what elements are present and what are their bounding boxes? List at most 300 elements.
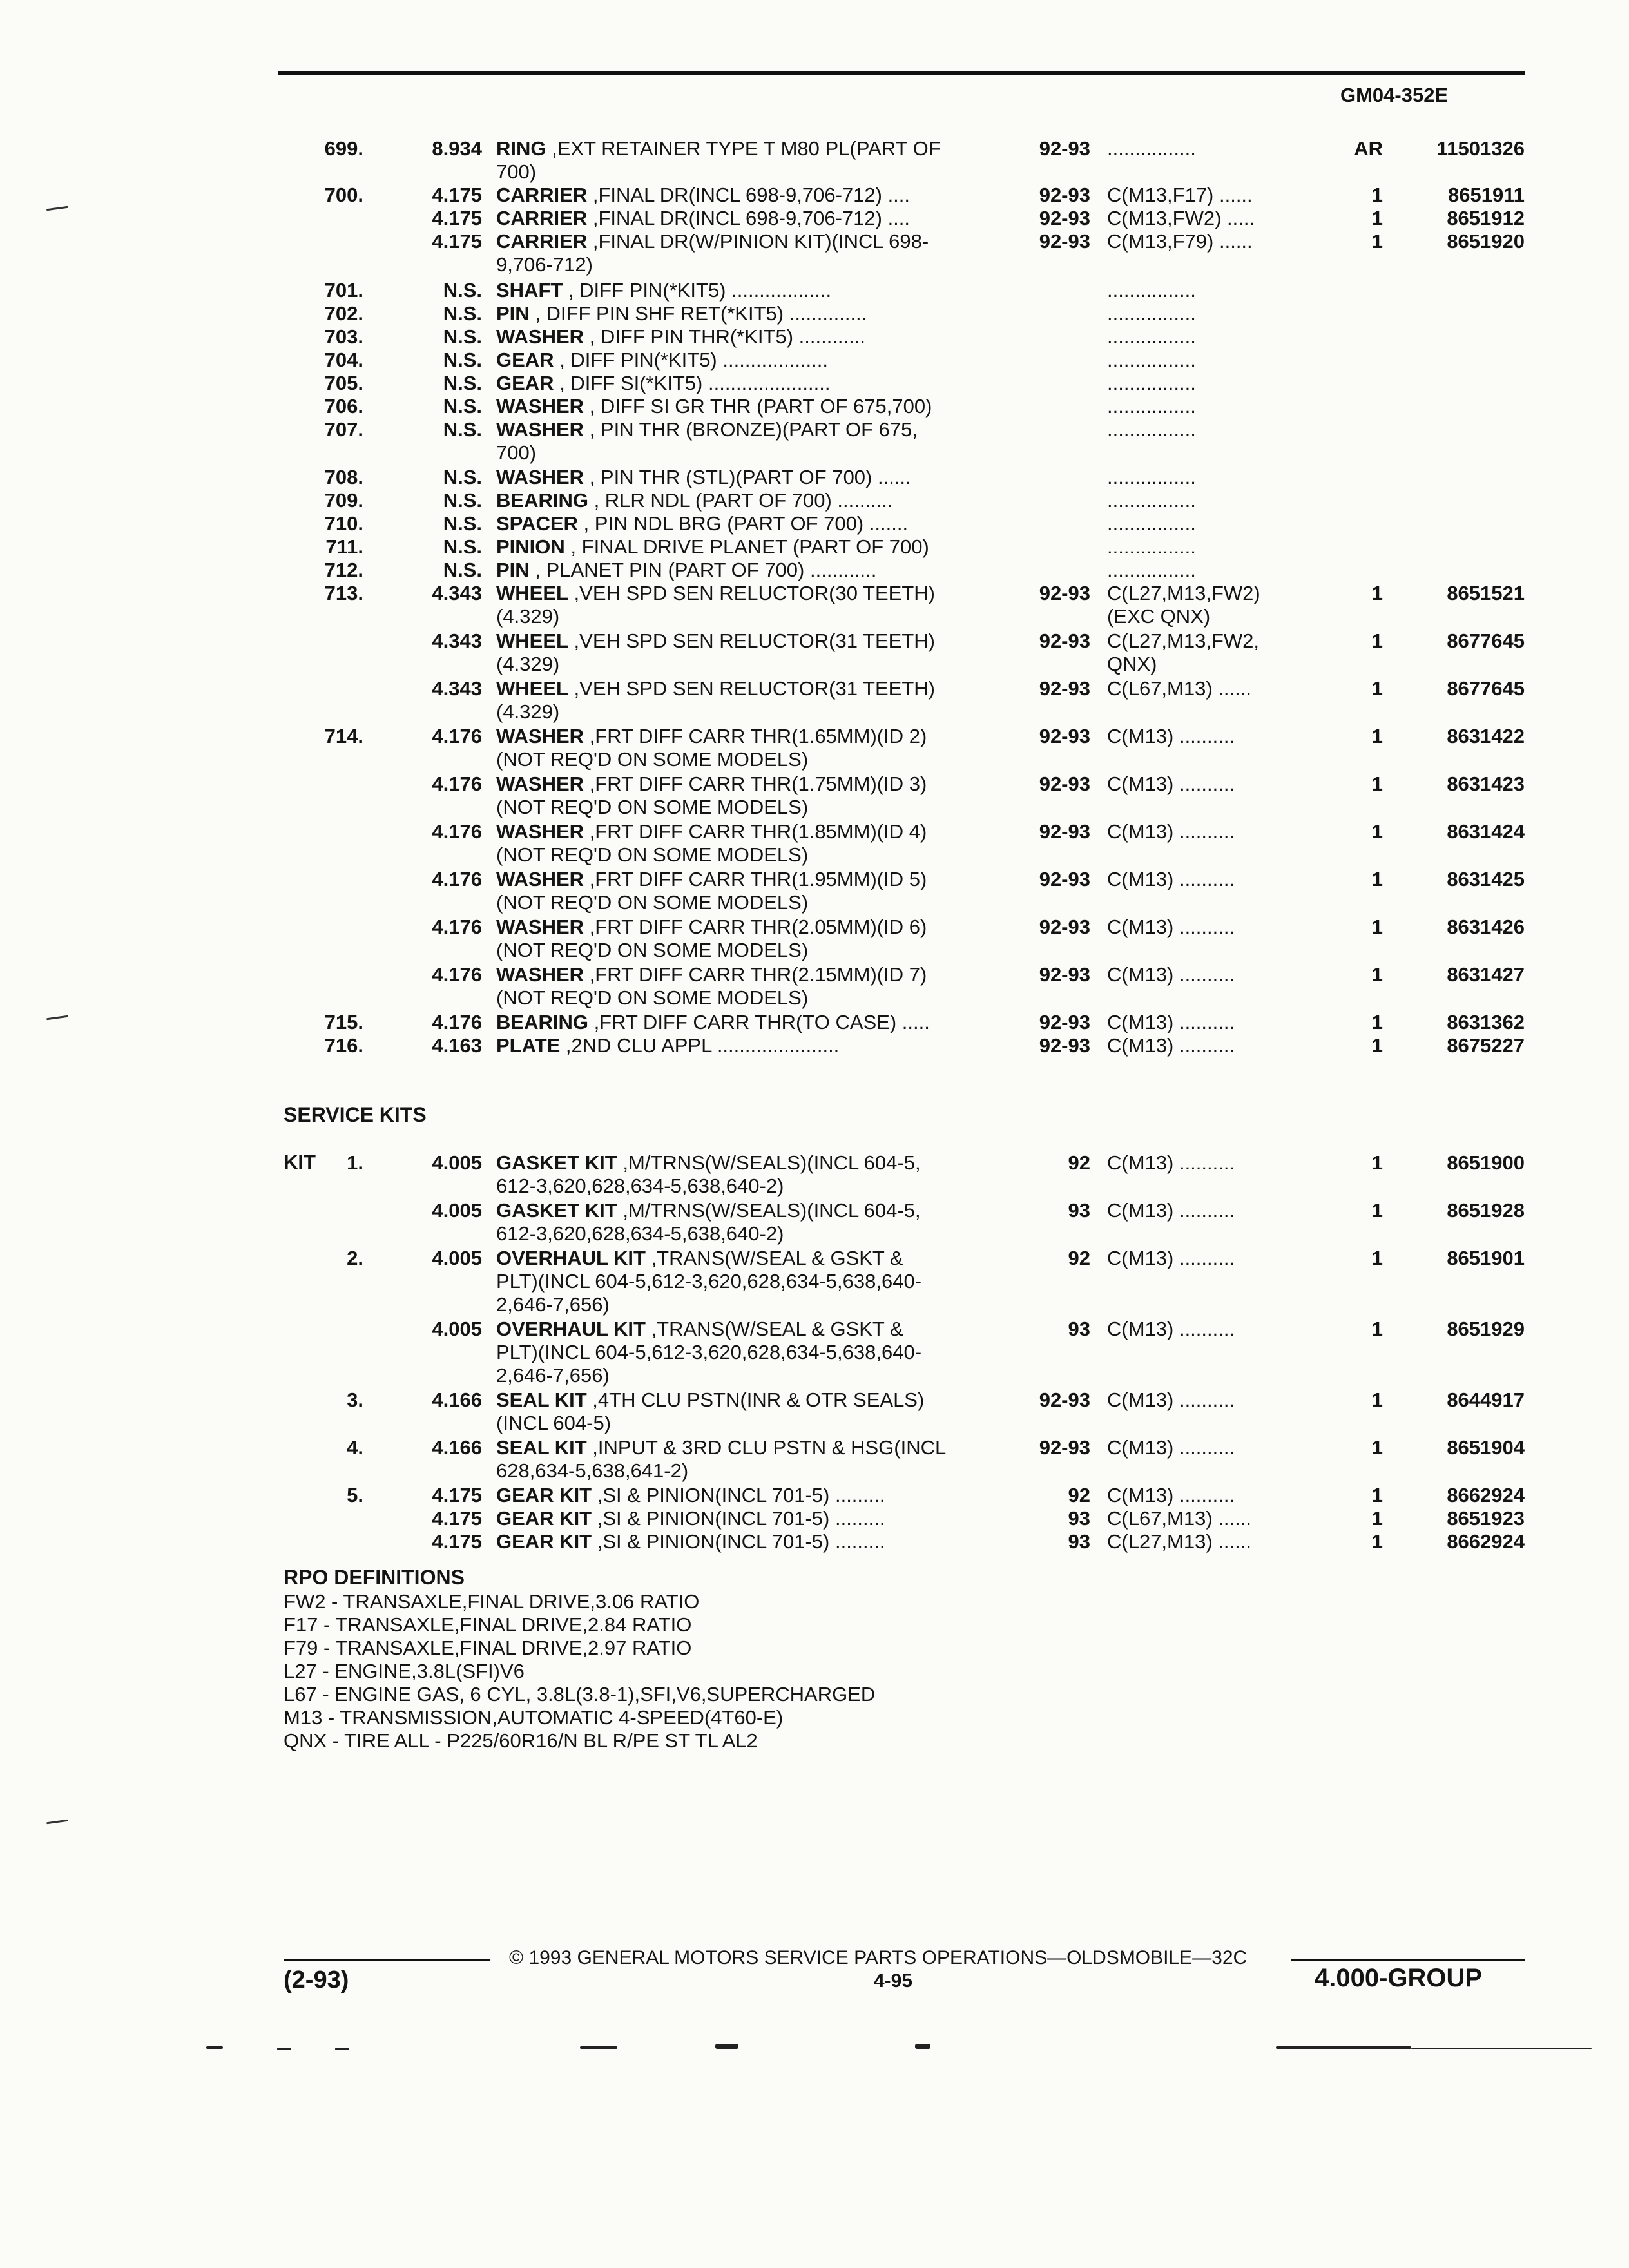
quantity: 1: [1371, 1484, 1383, 1506]
table-row: [0, 302, 1629, 327]
part-detail: , DIFF PIN(*KIT5) ..................: [563, 279, 832, 302]
table-row: [0, 229, 1629, 276]
part-detail: ,FRT DIFF CARR THR(1.75MM)(ID 3): [584, 773, 927, 795]
usage-code: C(M13) ..........: [1107, 916, 1235, 938]
model-years: 92: [1068, 1484, 1090, 1506]
usage-code: C(M13) ..........: [1107, 725, 1235, 747]
ref-number: 708.: [324, 466, 363, 488]
part-detail: , PIN THR (STL)(PART OF 700) ......: [584, 466, 911, 488]
part-name: PIN: [496, 302, 530, 325]
rpo-definition: FW2 - TRANSAXLE,FINAL DRIVE,3.06 RATIO: [284, 1590, 700, 1613]
quantity: 1: [1371, 773, 1383, 795]
quantity: 1: [1371, 629, 1383, 652]
usage-code: C(M13) ..........: [1107, 1151, 1235, 1174]
table-row: [0, 1317, 1629, 1387]
table-row: [0, 677, 1629, 723]
description-continued: (NOT REQ'D ON SOME MODELS): [496, 748, 809, 771]
part-description: [496, 371, 1012, 395]
description-continued: (NOT REQ'D ON SOME MODELS): [496, 986, 809, 1009]
table-row: [0, 137, 1629, 183]
part-number: 8651521: [1447, 582, 1525, 604]
ref-number: 2.: [347, 1247, 363, 1269]
part-description: [496, 1198, 1012, 1222]
quantity: 1: [1371, 1199, 1383, 1222]
description-continued: PLT)(INCL 604-5,612-3,620,628,634-5,638,640-: [496, 1270, 922, 1293]
table-row: [0, 629, 1629, 675]
group-number: 4.175: [432, 230, 482, 253]
part-name: PLATE: [496, 1034, 561, 1057]
part-number: 8631422: [1447, 725, 1525, 747]
part-name: GEAR: [496, 372, 554, 394]
part-name: OVERHAUL KIT: [496, 1247, 646, 1269]
group-number: N.S.: [443, 559, 482, 581]
group-number: N.S.: [443, 302, 482, 325]
part-detail: ,VEH SPD SEN RELUCTOR(31 TEETH): [568, 677, 935, 700]
group-number: N.S.: [443, 325, 482, 348]
group-number: 4.176: [432, 820, 482, 843]
part-detail: ,TRANS(W/SEAL & GSKT &: [645, 1318, 903, 1340]
model-years: 92-93: [1039, 629, 1090, 652]
quantity: 1: [1371, 1011, 1383, 1033]
part-name: WASHER: [496, 725, 584, 747]
header-rule: [278, 71, 1525, 75]
quantity: 1: [1371, 207, 1383, 229]
description-continued: 2,646-7,656): [496, 1293, 610, 1316]
part-name: WASHER: [496, 868, 584, 890]
part-description: [496, 1388, 1012, 1412]
group-number: N.S.: [443, 466, 482, 488]
description-continued: 9,706-712): [496, 253, 593, 276]
quantity: 1: [1371, 184, 1383, 206]
usage-code: C(L27,M13,FW2): [1107, 582, 1260, 604]
part-detail: ,FINAL DR(INCL 698-9,706-712) ....: [587, 184, 911, 206]
part-detail: ,TRANS(W/SEAL & GSKT &: [645, 1247, 903, 1269]
part-description: [496, 348, 1012, 372]
table-row: [0, 348, 1629, 374]
group-number: 4.343: [432, 629, 482, 652]
usage-code: ................: [1107, 395, 1196, 418]
ref-number: 701.: [324, 279, 363, 302]
part-description: [496, 418, 1012, 441]
part-detail: , FINAL DRIVE PLANET (PART OF 700): [564, 535, 929, 558]
part-detail: , PIN NDL BRG (PART OF 700) .......: [577, 512, 909, 535]
ref-number: 711.: [325, 535, 363, 558]
scan-artifact: [335, 2048, 349, 2050]
part-description: [496, 915, 1012, 939]
group-number: 4.176: [432, 725, 482, 747]
part-name: OVERHAUL KIT: [496, 1318, 646, 1340]
table-row: [0, 488, 1629, 514]
group-number: 4.343: [432, 582, 482, 604]
usage-code: C(M13) ..........: [1107, 1389, 1235, 1411]
model-years: 92-93: [1039, 916, 1090, 938]
table-row: [0, 1198, 1629, 1245]
part-name: RING: [496, 137, 546, 160]
quantity: 1: [1371, 916, 1383, 938]
table-row: [0, 820, 1629, 866]
description-continued: (NOT REQ'D ON SOME MODELS): [496, 796, 809, 818]
part-description: [496, 820, 1012, 843]
part-number: 8631362: [1447, 1011, 1525, 1033]
usage-continued: QNX): [1107, 653, 1157, 675]
usage-code: C(M13) ..........: [1107, 1199, 1235, 1222]
quantity: 1: [1371, 1318, 1383, 1340]
ref-number: 699.: [324, 137, 363, 160]
usage-code: ................: [1107, 466, 1196, 488]
ref-number: 706.: [324, 395, 363, 418]
description-continued: (NOT REQ'D ON SOME MODELS): [496, 939, 809, 961]
group-number: 4.176: [432, 963, 482, 986]
model-years: 92-93: [1039, 677, 1090, 700]
part-description: [496, 963, 1012, 986]
quantity: 1: [1371, 1389, 1383, 1411]
quantity: AR: [1354, 137, 1383, 160]
ref-number: 704.: [324, 349, 363, 371]
part-name: PINION: [496, 535, 565, 558]
footer-group: 4.000-GROUP: [1315, 1964, 1483, 1992]
table-row: [0, 394, 1629, 420]
part-number: 8651911: [1448, 184, 1525, 206]
quantity: 1: [1371, 1436, 1383, 1459]
model-years: 92-93: [1039, 137, 1090, 160]
group-number: 4.005: [432, 1318, 482, 1340]
description-continued: (NOT REQ'D ON SOME MODELS): [496, 843, 809, 866]
part-description: [496, 1010, 1012, 1034]
part-name: BEARING: [496, 1011, 588, 1033]
group-number: 4.175: [432, 207, 482, 229]
group-number: 4.176: [432, 916, 482, 938]
part-description: [496, 1436, 1012, 1459]
footer-copyright: © 1993 GENERAL MOTORS SERVICE PARTS OPERATIONS—OLDSMOBILE—32C: [509, 1947, 1248, 1968]
table-row: [0, 325, 1629, 351]
model-years: 93: [1068, 1507, 1090, 1530]
part-description: [496, 677, 1012, 700]
part-description: [496, 629, 1012, 653]
footer-date: (2-93): [284, 1966, 349, 1994]
table-row: [0, 1246, 1629, 1316]
table-row: [0, 1506, 1629, 1532]
footer-rule-left: [284, 1959, 490, 1961]
usage-code: ................: [1107, 559, 1196, 581]
quantity: 1: [1371, 582, 1383, 604]
table-row: [0, 465, 1629, 491]
table-row: [0, 581, 1629, 628]
group-number: 4.005: [432, 1247, 482, 1269]
table-row: [0, 418, 1629, 464]
usage-code: C(M13,FW2) .....: [1107, 207, 1255, 229]
part-detail: , PIN THR (BRONZE)(PART OF 675,: [584, 418, 918, 441]
part-description: [496, 1151, 1012, 1175]
model-years: 92-93: [1039, 1436, 1090, 1459]
part-description: [496, 183, 1012, 207]
usage-code: ................: [1107, 137, 1196, 160]
part-number: 8651923: [1447, 1507, 1525, 1530]
usage-code: C(M13) ..........: [1107, 773, 1235, 795]
part-number: 8651929: [1447, 1318, 1525, 1340]
part-name: WHEEL: [496, 677, 568, 700]
description-continued: 612-3,620,628,634-5,638,640-2): [496, 1175, 784, 1197]
ref-number: 710.: [324, 512, 363, 535]
part-detail: ,SI & PINION(INCL 701-5) .........: [592, 1530, 885, 1553]
part-detail: , DIFF PIN SHF RET(*KIT5) ..............: [529, 302, 867, 325]
group-number: N.S.: [443, 279, 482, 302]
part-detail: ,FRT DIFF CARR THR(1.65MM)(ID 2): [584, 725, 927, 747]
part-number: 8631426: [1447, 916, 1525, 938]
part-name: GEAR: [496, 349, 554, 371]
footer-page-number: 4-95: [874, 1970, 913, 1992]
part-name: WHEEL: [496, 582, 568, 604]
part-name: SHAFT: [496, 279, 563, 302]
usage-code: C(M13) ..........: [1107, 963, 1235, 986]
model-years: 92: [1068, 1151, 1090, 1174]
part-detail: ,M/TRNS(W/SEALS)(INCL 604-5,: [617, 1199, 921, 1222]
part-detail: ,SI & PINION(INCL 701-5) .........: [592, 1484, 885, 1506]
table-row: [0, 867, 1629, 914]
part-name: WASHER: [496, 963, 584, 986]
usage-code: C(M13) ..........: [1107, 1318, 1235, 1340]
quantity: 1: [1371, 963, 1383, 986]
group-number: N.S.: [443, 349, 482, 371]
model-years: 92-93: [1039, 820, 1090, 843]
quantity: 1: [1371, 820, 1383, 843]
ref-number: 3.: [347, 1389, 363, 1411]
part-detail: , PLANET PIN (PART OF 700) ............: [529, 559, 877, 581]
table-row: [0, 535, 1629, 561]
part-description: [496, 512, 1012, 535]
table-row: [0, 183, 1629, 209]
part-description: [496, 1246, 1012, 1270]
margin-mark: [46, 1820, 68, 1825]
part-detail: ,FRT DIFF CARR THR(1.85MM)(ID 4): [584, 820, 927, 843]
quantity: 1: [1371, 1247, 1383, 1269]
part-description: [496, 1483, 1012, 1507]
usage-code: ................: [1107, 489, 1196, 512]
group-number: N.S.: [443, 535, 482, 558]
model-years: 92-93: [1039, 1389, 1090, 1411]
part-description: [496, 302, 1012, 325]
group-number: 4.166: [432, 1389, 482, 1411]
quantity: 1: [1371, 1151, 1383, 1174]
part-description: [496, 394, 1012, 418]
table-row: [0, 1483, 1629, 1509]
table-row: [0, 278, 1629, 304]
part-number: 8651920: [1447, 230, 1525, 253]
group-number: 4.166: [432, 1436, 482, 1459]
scan-artifact: [580, 2046, 617, 2049]
quantity: 1: [1371, 1530, 1383, 1553]
quantity: 1: [1371, 1034, 1383, 1057]
usage-code: ................: [1107, 302, 1196, 325]
part-description: [496, 535, 1012, 559]
group-number: 4.343: [432, 677, 482, 700]
description-continued: (4.329): [496, 653, 560, 675]
part-description: [496, 724, 1012, 748]
table-row: [0, 772, 1629, 818]
description-continued: (INCL 604-5): [496, 1412, 612, 1434]
document-id: GM04-352E: [1340, 84, 1449, 106]
part-detail: ,VEH SPD SEN RELUCTOR(31 TEETH): [568, 629, 935, 652]
table-row: [0, 1530, 1629, 1555]
rpo-title: RPO DEFINITIONS: [284, 1566, 465, 1589]
group-number: 4.163: [432, 1034, 482, 1057]
part-number: 11501326: [1436, 137, 1525, 160]
usage-code: C(L67,M13) ......: [1107, 677, 1251, 700]
usage-code: C(M13,F17) ......: [1107, 184, 1253, 206]
part-name: SEAL KIT: [496, 1389, 587, 1411]
usage-code: ................: [1107, 535, 1196, 558]
model-years: 92: [1068, 1247, 1090, 1269]
group-number: 4.005: [432, 1151, 482, 1174]
table-row: [0, 1151, 1629, 1197]
scan-artifact: [277, 2048, 291, 2050]
part-description: [496, 1033, 1012, 1057]
part-name: BEARING: [496, 489, 588, 512]
part-detail: , DIFF SI GR THR (PART OF 675,700): [584, 395, 932, 418]
ref-number: 5.: [347, 1484, 363, 1506]
model-years: 92-93: [1039, 1034, 1090, 1057]
description-continued: 2,646-7,656): [496, 1364, 610, 1387]
quantity: 1: [1371, 230, 1383, 253]
part-description: [496, 772, 1012, 796]
group-number: 4.176: [432, 773, 482, 795]
quantity: 1: [1371, 725, 1383, 747]
part-name: WASHER: [496, 820, 584, 843]
table-row: [0, 371, 1629, 397]
part-number: 8677645: [1447, 677, 1525, 700]
part-description: [496, 581, 1012, 605]
usage-code: ................: [1107, 372, 1196, 394]
part-name: WHEEL: [496, 629, 568, 652]
usage-code: C(L67,M13) ......: [1107, 1507, 1251, 1530]
part-number: 8631425: [1447, 868, 1525, 890]
usage-code: C(M13) ..........: [1107, 1034, 1235, 1057]
part-detail: ,4TH CLU PSTN(INR & OTR SEALS): [586, 1389, 925, 1411]
part-description: [496, 558, 1012, 582]
model-years: 92-93: [1039, 184, 1090, 206]
group-number: 4.175: [432, 1484, 482, 1506]
part-number: 8651901: [1447, 1247, 1525, 1269]
ref-number: 712.: [324, 559, 363, 581]
group-number: 4.175: [432, 1530, 482, 1553]
group-number: 8.934: [432, 137, 482, 160]
ref-number: 1.: [347, 1151, 363, 1174]
ref-number: 702.: [324, 302, 363, 325]
table-row: [0, 1436, 1629, 1482]
part-number: 8631427: [1447, 963, 1525, 986]
part-number: 8651928: [1447, 1199, 1525, 1222]
description-continued: (4.329): [496, 605, 560, 628]
part-description: [496, 867, 1012, 891]
rpo-definition: F79 - TRANSAXLE,FINAL DRIVE,2.97 RATIO: [284, 1637, 692, 1659]
part-description: [496, 1317, 1012, 1341]
part-number: 8644917: [1447, 1389, 1525, 1411]
rpo-definition: L27 - ENGINE,3.8L(SFI)V6: [284, 1660, 525, 1682]
scan-artifact: [206, 2046, 223, 2049]
group-number: N.S.: [443, 489, 482, 512]
description-continued: PLT)(INCL 604-5,612-3,620,628,634-5,638,640-: [496, 1341, 922, 1363]
usage-code: C(M13) ..........: [1107, 1436, 1235, 1459]
part-name: WASHER: [496, 395, 584, 418]
model-years: 93: [1068, 1199, 1090, 1222]
group-number: 4.176: [432, 868, 482, 890]
footer-rule-right: [1291, 1959, 1525, 1961]
model-years: 93: [1068, 1318, 1090, 1340]
group-number: N.S.: [443, 512, 482, 535]
ref-number: 703.: [324, 325, 363, 348]
part-description: [496, 488, 1012, 512]
ref-number: 707.: [324, 418, 363, 441]
quantity: 1: [1371, 868, 1383, 890]
usage-code: C(M13) ..........: [1107, 1011, 1235, 1033]
model-years: 92-93: [1039, 582, 1090, 604]
part-detail: ,2ND CLU APPL ......................: [560, 1034, 840, 1057]
usage-code: C(M13) ..........: [1107, 1247, 1235, 1269]
part-number: 8651900: [1447, 1151, 1525, 1174]
part-name: PIN: [496, 559, 530, 581]
part-number: 8631424: [1447, 820, 1525, 843]
part-name: SEAL KIT: [496, 1436, 587, 1459]
scan-artifact: [915, 2044, 930, 2049]
table-row: [0, 558, 1629, 584]
usage-code: ................: [1107, 349, 1196, 371]
usage-code: C(M13,F79) ......: [1107, 230, 1253, 253]
part-detail: ,INPUT & 3RD CLU PSTN & HSG(INCL: [586, 1436, 947, 1459]
part-name: CARRIER: [496, 184, 588, 206]
usage-code: ................: [1107, 279, 1196, 302]
ref-number: 4.: [347, 1436, 363, 1459]
description-continued: 628,634-5,638,641-2): [496, 1459, 689, 1482]
part-name: WASHER: [496, 466, 584, 488]
part-description: [496, 206, 1012, 230]
part-number: 8662924: [1447, 1530, 1525, 1553]
table-row: [0, 206, 1629, 232]
part-name: WASHER: [496, 773, 584, 795]
scan-artifact: [1276, 2046, 1411, 2049]
part-detail: ,VEH SPD SEN RELUCTOR(30 TEETH): [568, 582, 935, 604]
group-number: N.S.: [443, 395, 482, 418]
model-years: 92-93: [1039, 207, 1090, 229]
model-years: 92-93: [1039, 230, 1090, 253]
part-detail: ,EXT RETAINER TYPE T M80 PL(PART OF: [546, 137, 941, 160]
description-continued: 700): [496, 160, 537, 183]
usage-code: C(M13) ..........: [1107, 868, 1235, 890]
usage-code: ................: [1107, 418, 1196, 441]
ref-number: 713.: [324, 582, 363, 604]
part-name: WASHER: [496, 418, 584, 441]
part-detail: , DIFF PIN THR(*KIT5) ............: [584, 325, 865, 348]
usage-code: C(L27,M13) ......: [1107, 1530, 1251, 1553]
part-detail: , RLR NDL (PART OF 700) ..........: [588, 489, 893, 512]
table-row: [0, 724, 1629, 771]
scan-artifact: [715, 2044, 738, 2049]
usage-code: C(M13) ..........: [1107, 1484, 1235, 1506]
usage-code: ................: [1107, 325, 1196, 348]
part-description: [496, 137, 1012, 160]
part-name: GASKET KIT: [496, 1199, 617, 1222]
part-number: 8662924: [1447, 1484, 1525, 1506]
rpo-definition: M13 - TRANSMISSION,AUTOMATIC 4-SPEED(4T60-E): [284, 1706, 784, 1729]
part-name: WASHER: [496, 916, 584, 938]
table-row: [0, 1033, 1629, 1059]
description-continued: (NOT REQ'D ON SOME MODELS): [496, 891, 809, 914]
quantity: 1: [1371, 677, 1383, 700]
part-detail: , DIFF PIN(*KIT5) ...................: [554, 349, 829, 371]
scan-artifact: [1411, 2048, 1592, 2049]
description-continued: 700): [496, 441, 537, 464]
part-detail: ,FINAL DR(W/PINION KIT)(INCL 698-: [587, 230, 929, 253]
part-detail: ,FINAL DR(INCL 698-9,706-712) ....: [587, 207, 911, 229]
part-detail: ,FRT DIFF CARR THR(1.95MM)(ID 5): [584, 868, 927, 890]
